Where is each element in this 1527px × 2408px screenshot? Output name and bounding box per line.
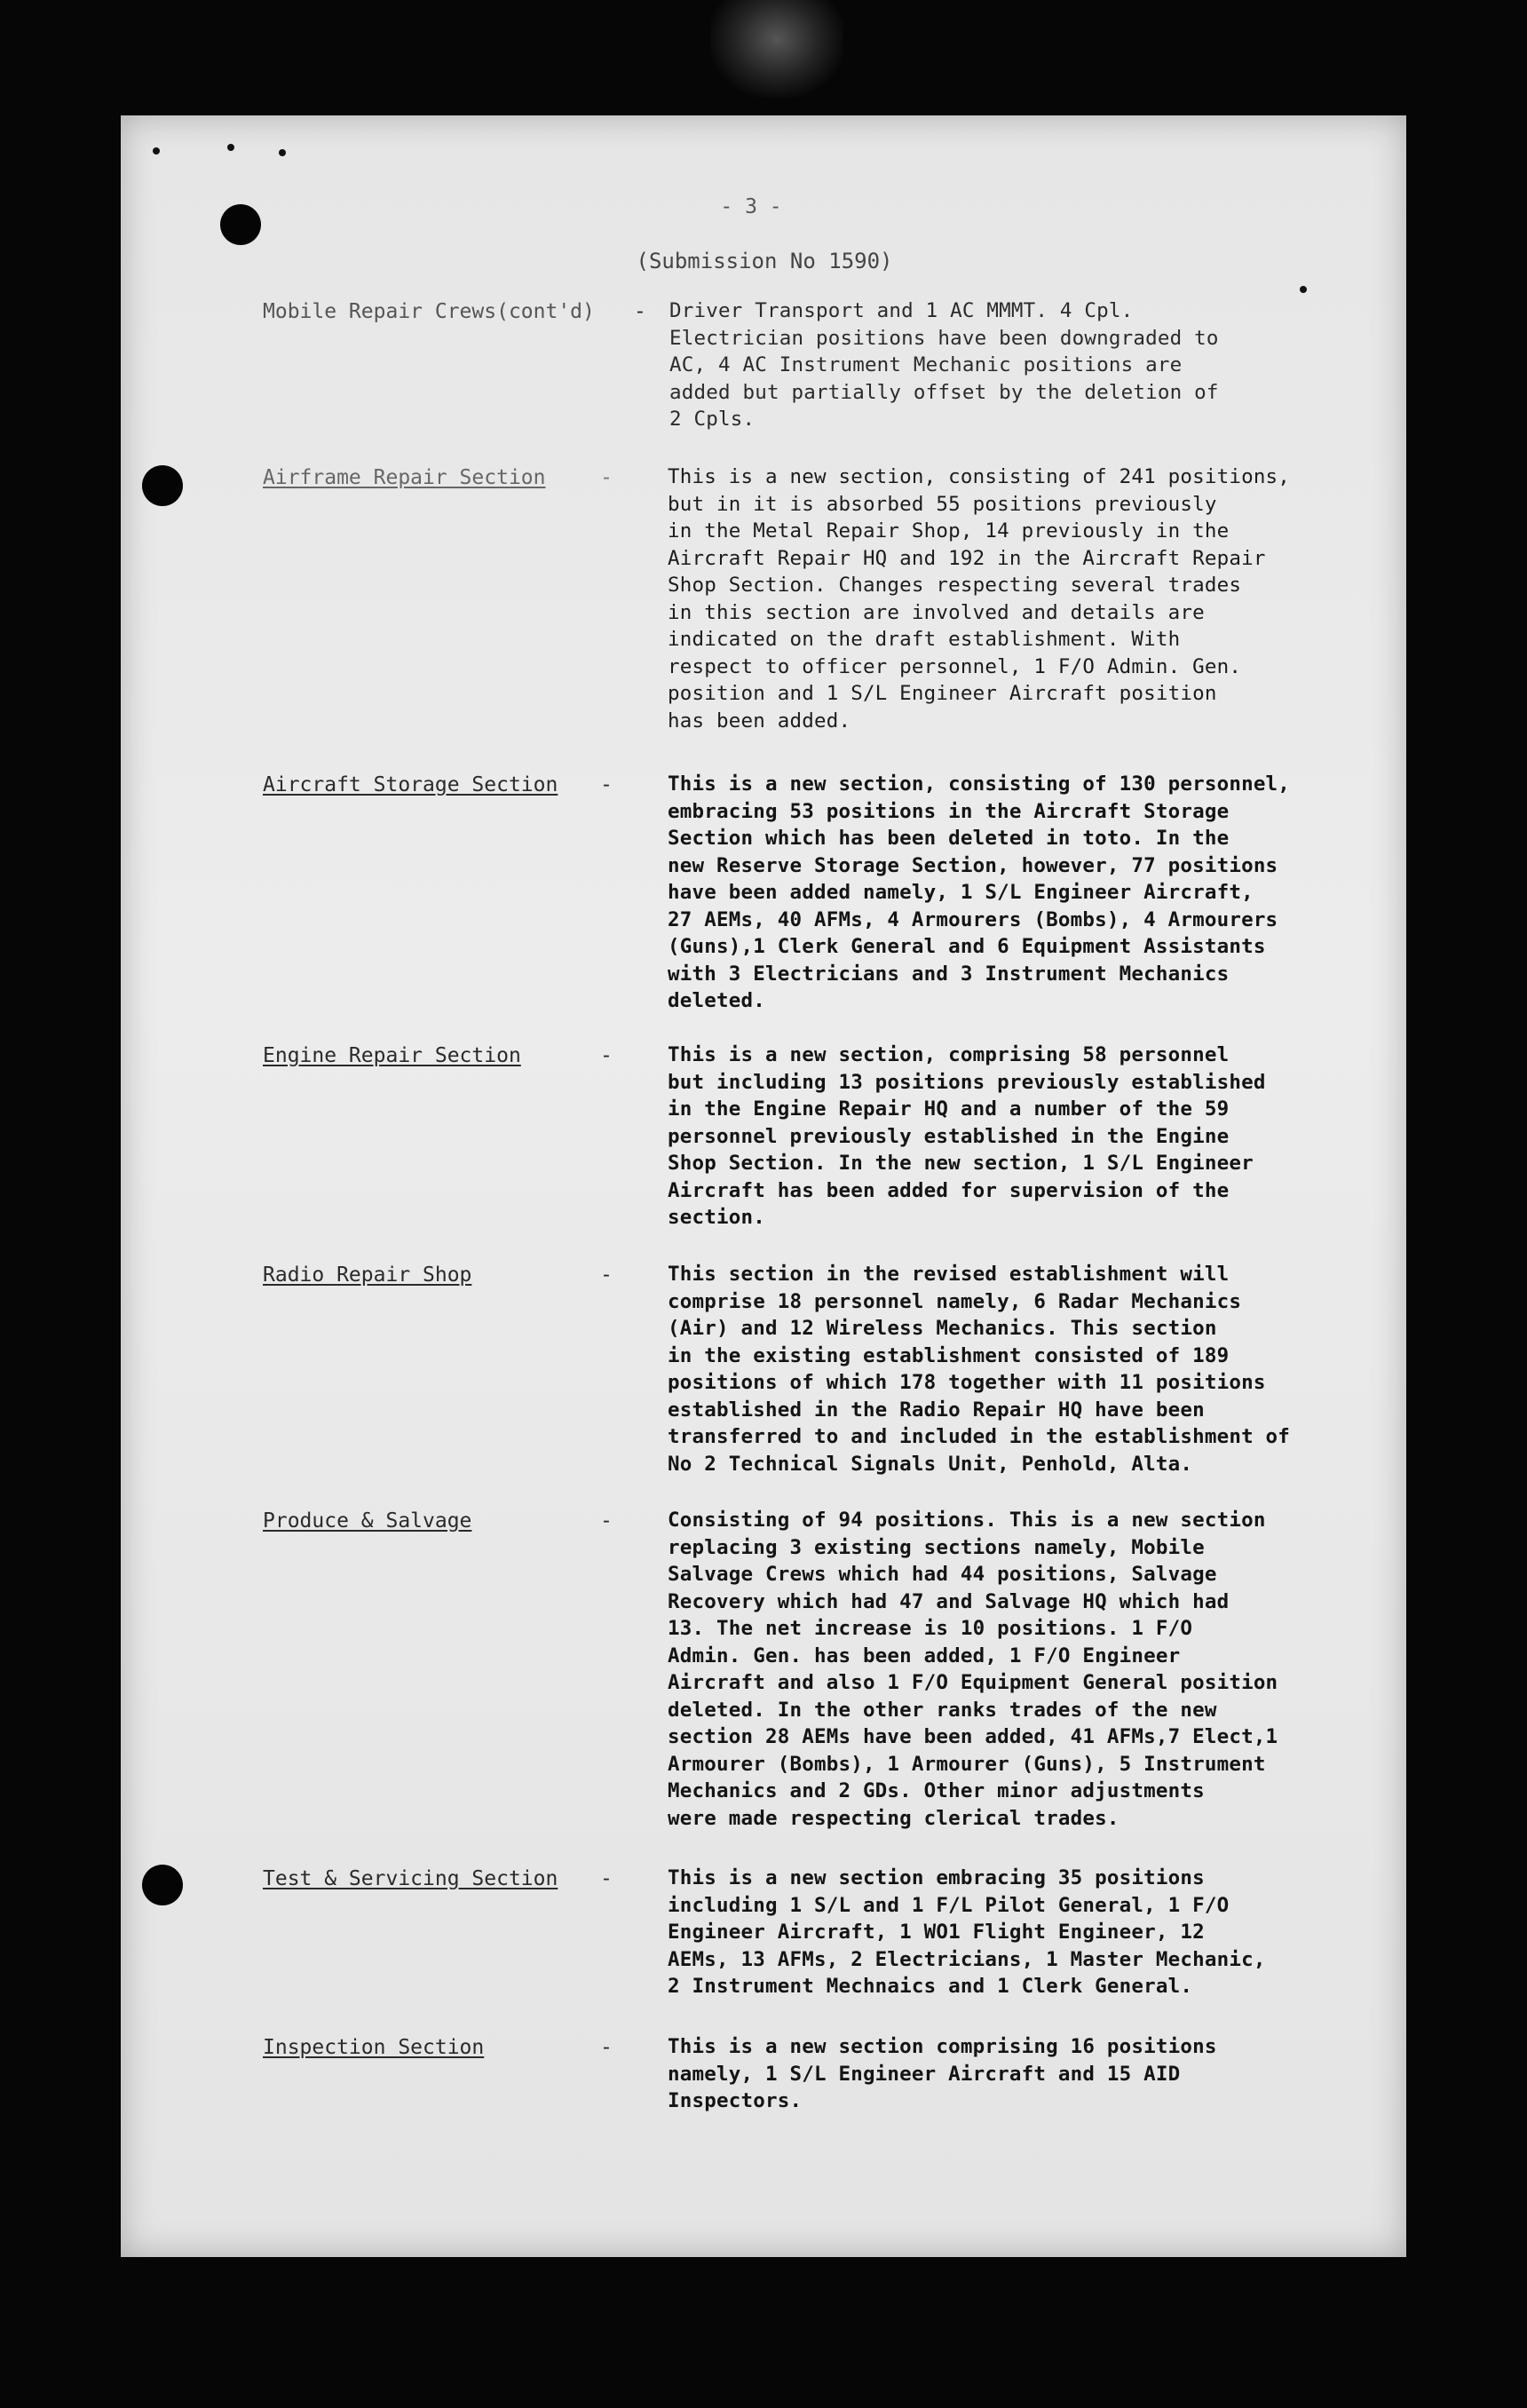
entry-dash: -: [600, 2036, 613, 2059]
entry-heading: Produce & Salvage: [263, 1509, 472, 1533]
entry-dash: -: [600, 1044, 613, 1067]
punch-hole-middle: [142, 465, 183, 506]
entry-dash: -: [634, 300, 646, 323]
page-number: - 3 -: [720, 195, 782, 218]
entry-dash: -: [600, 466, 613, 489]
scan-artifact: [710, 0, 843, 98]
entry-dash: -: [600, 773, 613, 796]
entry-heading: Mobile Repair Crews(cont'd): [263, 300, 595, 323]
speck: [1300, 286, 1307, 293]
entry-heading: Inspection Section: [263, 2036, 485, 2059]
entry-body: This is a new section comprising 16 positions namely, 1 S/L Engineer Aircraft and 15 AID Inspectors.: [668, 2035, 1217, 2112]
entry-body: This is a new section, consisting of 241 positions, but in it is absorbed 55 positions previously in the Metal Repair Shop, 14 previously in the Aircraft Repair HQ and 192 in the Aircraft Repair Shop Section. Changes respecting several trades in this section are involved and details are indicated on the draft establishment. With respect to officer personnel, 1 F/O Admin. Gen. position and 1 S/L Engineer Aircraft position has been added.: [668, 465, 1291, 733]
entry-body: Driver Transport and 1 AC MMMT. 4 Cpl. Electrician positions have been downgraded to AC, 4 AC Instrument Mechanic positions are added but partially offset by the deletion of 2 Cpls.: [669, 299, 1219, 431]
entry-body: This is a new section, comprising 58 personnel but including 13 positions previously established in the Engine Repair HQ and a number of the 59 personnel previously established in the Engine Shop Section. In the new section, 1 S/L Engineer Aircraft has been added for supervision of the section.: [668, 1043, 1266, 1229]
entry-dash: -: [600, 1867, 613, 1890]
entry-heading: Airframe Repair Section: [263, 466, 546, 489]
punch-hole-top: [220, 204, 261, 245]
entry-body: Consisting of 94 positions. This is a new section replacing 3 existing sections namely, Mobile Salvage Crews which had 44 positions, Salvage Recovery which had 47 and Salvage HQ which had 13. The net increase is 10 positions. 1 F/O Admin. Gen. has been added, 1 F/O Engineer Aircraft and also 1 F/O Equipment General position deleted. In the other ranks trades of the new section 28 AEMs have been added, 41 AFMs,7 Elect,1 Armourer (Bombs), 1 Armourer (Guns), 5 Instrument Mechanics and 2 GDs. Other minor adjustments were made respecting clerical trades.: [668, 1509, 1278, 1830]
entry-heading: Test & Servicing Section: [263, 1867, 558, 1890]
entry-heading: Aircraft Storage Section: [263, 773, 558, 796]
submission-reference: (Submission No 1590): [636, 249, 893, 273]
punch-hole-bottom: [142, 1865, 183, 1905]
entry-heading: Radio Repair Shop: [263, 1263, 472, 1287]
entry-body: This is a new section, consisting of 130 personnel, embracing 53 positions in the Aircraft Storage Section which has been deleted in toto. In the new Reserve Storage Section, however, 77 positions have been added namely, 1 S/L Engineer Aircraft, 27 AEMs, 40 AFMs, 4 Armourers (Bombs), 4 Armourers (Guns),1 Clerk General and 6 Equipment Assistants with 3 Electricians and 3 Instrument Mechanics deleted.: [668, 772, 1291, 1012]
entry-body: This is a new section embracing 35 positions including 1 S/L and 1 F/L Pilot General, 1 F/O Engineer Aircraft, 1 WO1 Flight Engineer, 12 AEMs, 13 AFMs, 2 Electricians, 1 Master Mechanic, 2 Instrument Mechnaics and 1 Clerk General.: [668, 1866, 1266, 1998]
document-page: [121, 115, 1406, 2257]
speck: [153, 147, 160, 154]
speck: [279, 149, 286, 156]
entry-heading: Engine Repair Section: [263, 1044, 521, 1067]
speck: [227, 144, 234, 151]
entry-body: This section in the revised establishment will comprise 18 personnel namely, 6 Radar Mechanics (Air) and 12 Wireless Mechanics. This section in the existing establishment consisted of 189 positions of which 178 together with 11 positions established in the Radio Repair HQ have been transferred to and included in the establishment of No 2 Technical Signals Unit, Penhold, Alta.: [668, 1263, 1291, 1476]
entry-dash: -: [600, 1263, 613, 1287]
entry-dash: -: [600, 1509, 613, 1533]
